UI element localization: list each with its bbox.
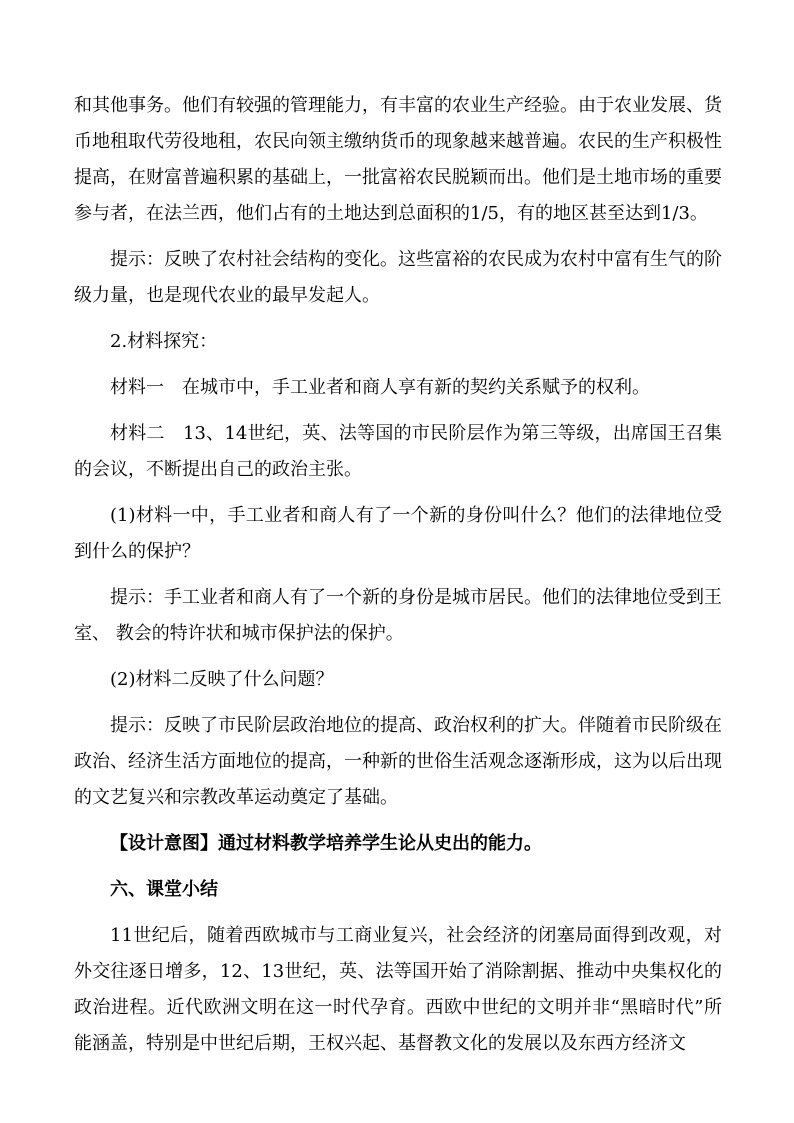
question-one: (1)材料一中，手工业者和商人有了一个新的身份叫什么？他们的法律地位受到什么的保护？ xyxy=(74,505,722,562)
paragraph-material-one: 材料一 在城市中，手工业者和商人享有新的契约关系赋予的权利。 xyxy=(110,377,650,398)
paragraph-hint-question-one: 提示：手工业者和商人有了一个新的身份是城市居民。他们的法律地位受到王室、 教会的特许状和城市保护法的保护。 xyxy=(74,587,722,644)
section-heading-class-summary: 六、课堂小结 xyxy=(110,879,218,900)
section-heading-material-inquiry: 2.材料探究： xyxy=(110,331,218,352)
question-two: (2)材料二反映了什么问题？ xyxy=(110,669,334,690)
paragraph-hint-rural-structure: 提示：反映了农村社会结构的变化。这些富裕的农民成为农村中富有生气的阶级力量，也是现代农业的最早发起人。 xyxy=(74,249,722,306)
paragraph-material-two: 材料二 13、14世纪，英、法等国的市民阶层作为第三等级，出席国王召集的会议，不断提出自己的政治主张。 xyxy=(74,423,722,480)
design-intent-note: 【设计意图】通过材料教学培养学生论从史出的能力。 xyxy=(110,833,542,854)
document-page xyxy=(74,88,722,1072)
paragraph-continued-text: 和其他事务。他们有较强的管理能力，有丰富的农业生产经验。由于农业发展、货币地租取代劳役地租，农民向领主缴纳货币的现象越来越普遍。农民的生产积极性提高，在财富普遍积累的基础上，一批富裕农民脱颖而出。他们是土地市场的重要参与者，在法兰西，他们占有的土地达到总面积的1/5，有的地区甚至达到1/3。 xyxy=(74,95,722,224)
paragraph-hint-question-two: 提示：反映了市民阶层政治地位的提高、政治权利的扩大。伴随着市民阶级在政治、经济生活方面地位的提高，一种新的世俗生活观念逐渐形成，这为以后出现的文艺复兴和宗教改革运动奠定了基础。 xyxy=(74,715,722,808)
paragraph-class-summary: 11世纪后，随着西欧城市与工商业复兴，社会经济的闭塞局面得到改观，对外交往逐日增多，12、13世纪，英、法等国开始了消除割据、推动中央集权化的政治进程。近代欧洲文明在这一时代孕育。西欧中世纪的文明并非“黑暗时代”所能涵盖，特别是中世纪后期，王权兴起、基督教文化的发展以及东西方经济文 xyxy=(74,925,722,1054)
